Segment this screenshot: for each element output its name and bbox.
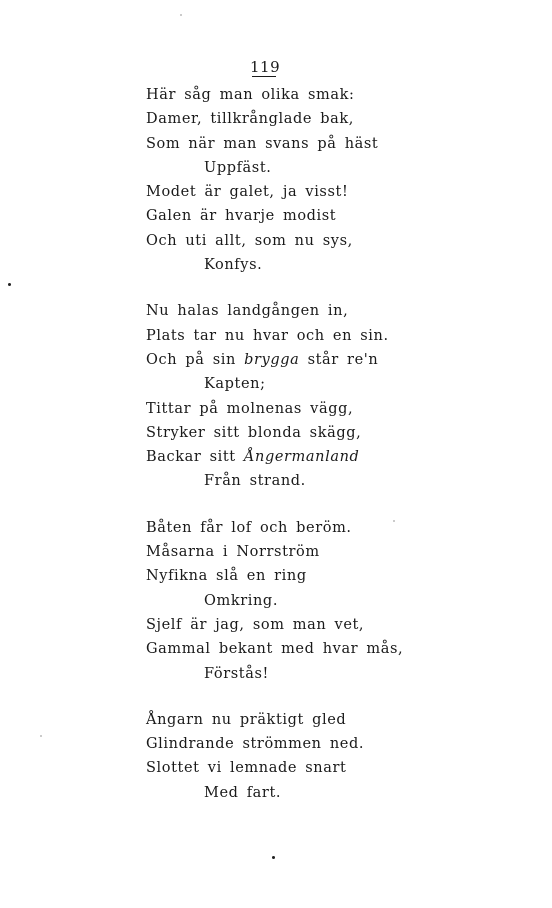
stanza-4 [146,708,446,805]
verse-line: Slottet vi lemnade snart [146,760,347,777]
verse-line: Måsarna i Norrström [146,544,320,561]
verse-line-refrain: Med fart. [204,784,282,801]
verse-line: Ångarn nu präktigt gled [146,711,347,728]
print-speck [8,283,11,286]
verse-line: Galen är hvarje modist [146,208,337,225]
italic-word: brygga [244,351,300,368]
verse-line: Plats tar nu hvar och en sin. [146,327,389,344]
verse-line [146,348,446,372]
print-speck [40,735,42,737]
verse-line-refrain: Konfys. [204,257,263,274]
verse-text: Backar sitt [146,449,236,466]
page-number: 119 [250,58,281,76]
verse-text: står re'n [307,351,379,368]
verse-line: Båten får lof och beröm. [146,519,352,536]
verse-line-refrain: Kapten; [204,376,266,393]
print-speck [180,14,182,16]
verse-line [146,445,446,469]
verse-line: Här såg man olika smak: [146,87,355,103]
verse-line: Damer, tillkrånglade bak, [146,111,354,128]
verse-line: Som när man svans på häst [146,135,379,152]
verse-line-refrain: Uppfäst. [204,159,272,176]
stanza-3 [146,516,446,686]
verse-line: Nyfikna slå en ring [146,568,307,585]
verse-line: Och uti allt, som nu sys, [146,232,353,249]
italic-word: Ångermanland [243,449,360,466]
verse-line: Stryker sitt blonda skägg, [146,424,362,441]
verse-line-refrain: Från strand. [204,473,306,490]
verse-line-refrain: Omkring. [204,592,279,609]
verse-line: Tittar på molnenas vägg, [146,400,354,417]
verse-line-refrain: Förstås! [204,665,269,682]
page-number-rule [252,76,276,77]
stanza-1 [146,83,446,277]
verse-line: Sjelf är jag, som man vet, [146,616,365,633]
poem [146,83,446,827]
print-speck [272,856,275,859]
verse-line: Modet är galet, ja visst! [146,184,349,201]
verse-text: Och på sin [146,351,236,368]
verse-line: Nu halas landgången in, [146,303,349,320]
verse-line: Glindrande strömmen ned. [146,736,365,753]
print-speck [393,520,395,522]
verse-line: Gammal bekant med hvar mås, [146,641,404,658]
stanza-2 [146,299,446,493]
